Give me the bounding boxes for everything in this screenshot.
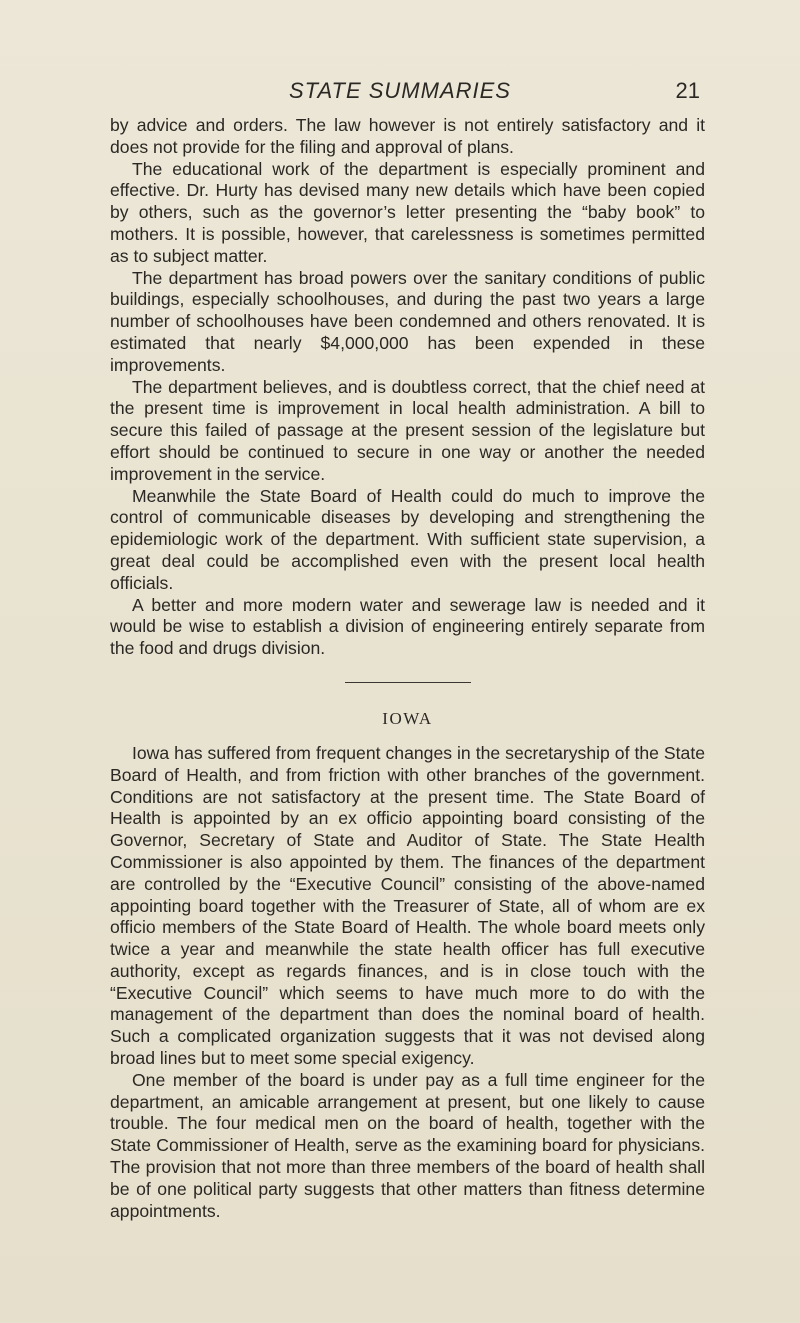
paragraph: by advice and orders. The law however is not entirely satisfactory and it does not provide for the filing and approval of plans. — [110, 115, 705, 157]
body-text — [110, 115, 705, 1222]
paragraph: A better and more modern water and sewerage law is needed and it would be wise to establish a division of engineering entirely separate from the food and drugs division. — [110, 594, 705, 659]
paragraph: The educational work of the department is especially prominent and effective. Dr. Hurty has devised many new details which have been copied by others, such as the governor’s letter presenting the “baby book” to mothers. It is possible, however, that carelessness is sometimes permitted as to subject matter. — [110, 158, 705, 266]
page-header — [0, 78, 800, 112]
page-number: 21 — [675, 78, 700, 103]
section-divider — [345, 682, 471, 683]
paragraph: Meanwhile the State Board of Health could do much to improve the control of communicable diseases by developing and strengthening the epidemiologic work of the department. With sufficient state supervision, a great deal could be accomplished even with the present local health officials. — [110, 485, 705, 593]
paragraph: The department has broad powers over the sanitary conditions of public buildings, especially schoolhouses, and during the past two years a large number of schoolhouses have been condemned and others renovated. It is estimated that nearly $4,000,000 has been expended in these improvements. — [110, 267, 705, 375]
paragraph: One member of the board is under pay as a full time engineer for the department, an amicable arrangement at present, but one likely to cause trouble. The four medical men on the board of health, together with the State Commissioner of Health, serve as the examining board for physicians. The provision that not more than three members of the board of health shall be of one political party suggests that other matters than fitness determine appointments. — [110, 1069, 705, 1221]
paragraph: The department believes, and is doubtless correct, that the chief need at the present time is improvement in local health administration. A bill to secure this failed of passage at the present session of the legislature but effort should be continued to secure in one way or another the needed improvement in the service. — [110, 376, 705, 484]
section-heading: IOWA — [382, 708, 433, 728]
paragraph: Iowa has suffered from frequent changes in the secretaryship of the State Board of Health, and from friction with other branches of the government. Conditions are not satisfactory at the present time. The State Board of Health is appointed by an ex officio appointing board consisting of the Governor, Secretary of State and Auditor of State. The State Health Commissioner is also appointed by them. The finances of the department are controlled by the “Executive Council” consisting of the above-named appointing board together with the Treasurer of State, all of whom are ex officio members of the State Board of Health. The whole board meets only twice a year and meanwhile the state health officer has full executive authority, except as regards finances, and is in close touch with the “Executive Council” which seems to have much more to do with the management of the department than does the nominal board of health. Such a complicated organization suggests that it was not devised along broad lines but to meet some special exigency. — [110, 742, 705, 1069]
running-head: STATE SUMMARIES — [289, 78, 511, 103]
